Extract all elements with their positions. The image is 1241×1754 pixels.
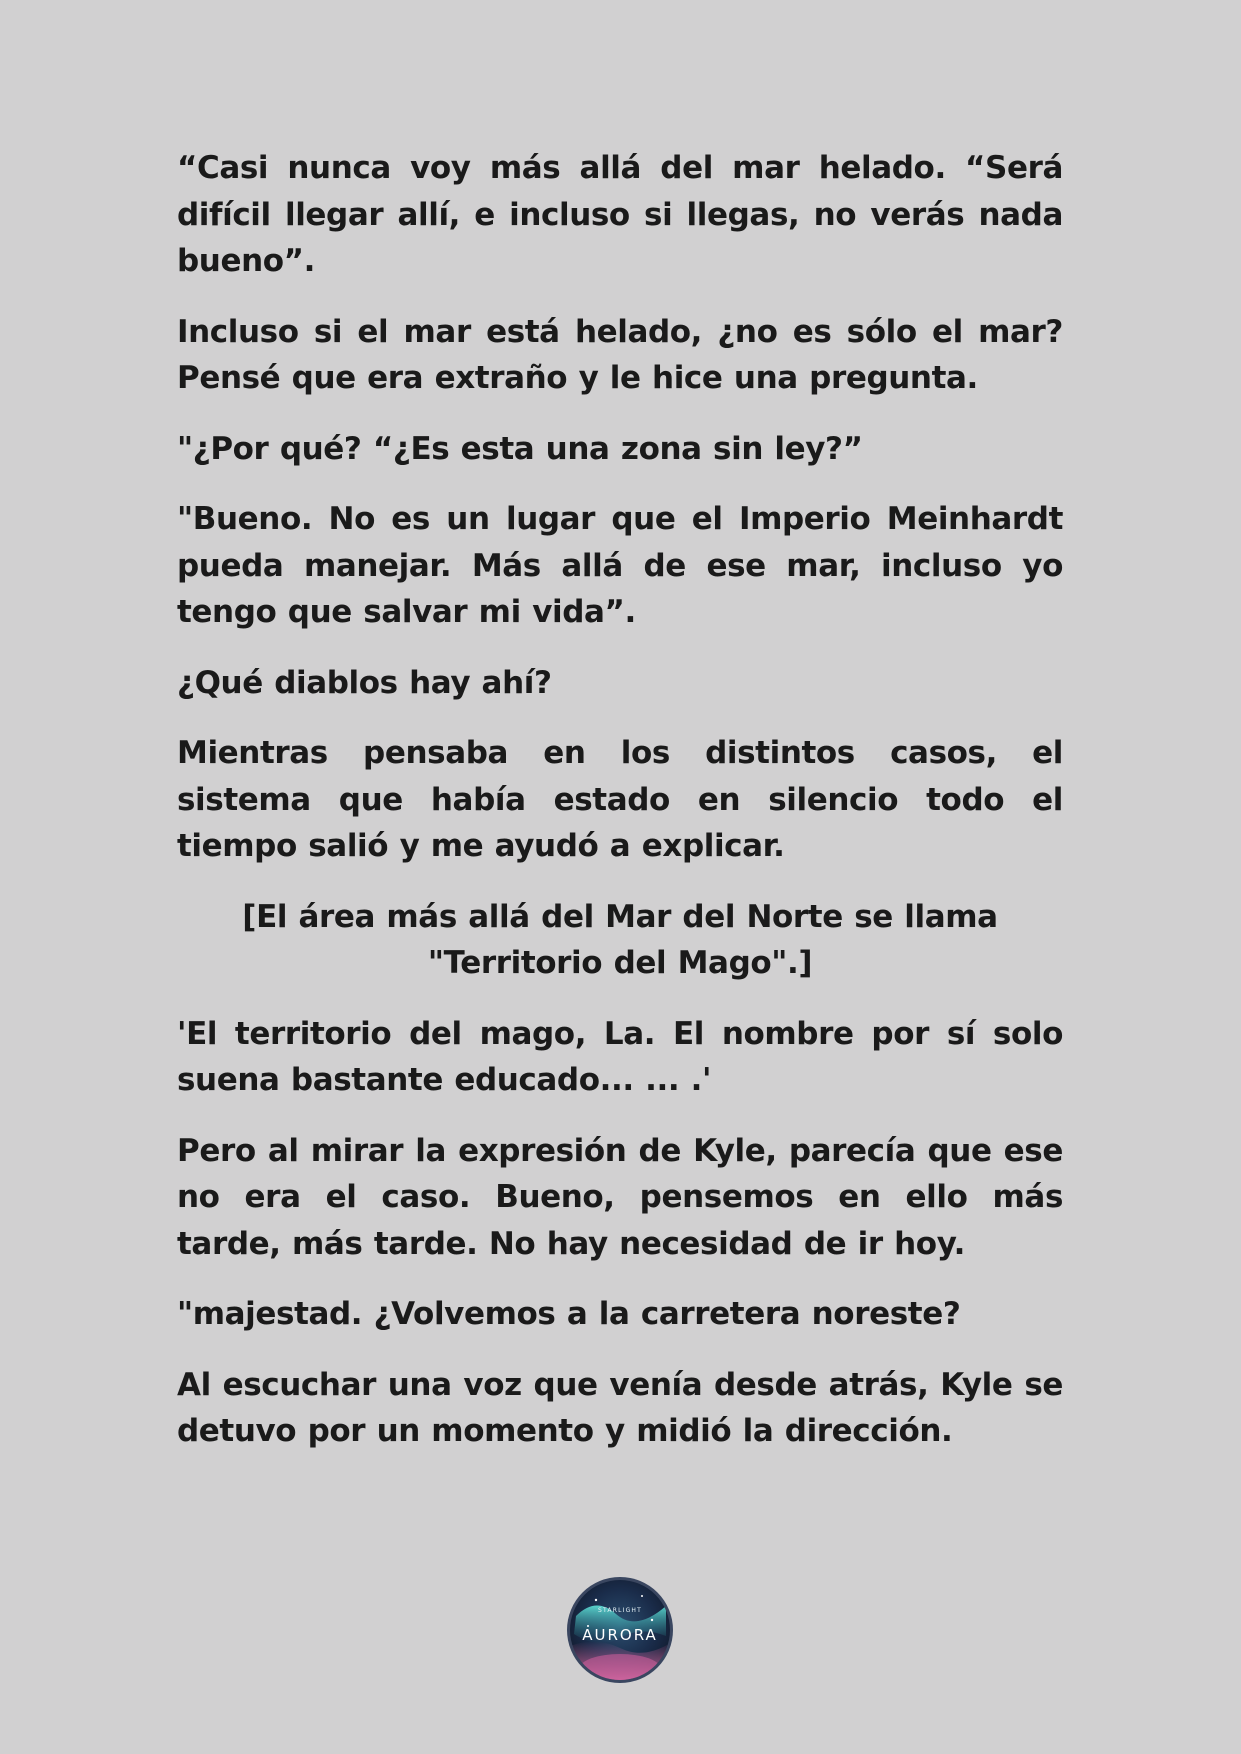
logo-small-text: STARLIGHT	[597, 1607, 643, 1614]
paragraph-1: “Casi nunca voy más allá del mar helado. “Será difícil llegar allí, e incluso si llegas, no verás nada bueno”.	[177, 150, 1063, 279]
paragraph-5: ¿Qué diablos hay ahí?	[177, 664, 552, 701]
paragraph-3: "¿Por qué? “¿Es esta una zona sin ley?”	[177, 430, 863, 467]
paragraph-2: Incluso si el mar está helado, ¿no es sólo el mar? Pensé que era extraño y le hice una pregunta.	[177, 313, 1063, 396]
paragraph-10: "majestad. ¿Volvemos a la carretera noreste?	[177, 1296, 961, 1332]
aurora-logo-icon	[566, 1576, 674, 1684]
paragraph-6: Mientras pensaba en los distintos casos, el sistema que había estado en silencio todo el tiempo salió y me ayudó a explicar.	[177, 735, 1063, 864]
paragraph-4: "Bueno. No es un lugar que el Imperio Meinhardt pueda manejar. Más allá de ese mar, incluso yo tengo que salvar mi vida”.	[177, 501, 1063, 630]
paragraph-11: Al escuchar una voz que venía desde atrás, Kyle se detuvo por un momento y midió la dirección.	[177, 1366, 1063, 1449]
system-message: [El área más allá del Mar del Norte se llama "Territorio del Mago".]	[242, 898, 998, 981]
paragraph-9: Pero al mirar la expresión de Kyle, parecía que ese no era el caso. Bueno, pensemos en ello más tarde, más tarde. No hay necesidad de ir hoy.	[177, 1132, 1063, 1262]
logo-name-text: AURORA	[582, 1626, 658, 1644]
paragraph-8: 'El territorio del mago, La. El nombre por sí solo suena bastante educado... ... .'	[177, 1015, 1063, 1098]
page-body	[177, 145, 1063, 1479]
